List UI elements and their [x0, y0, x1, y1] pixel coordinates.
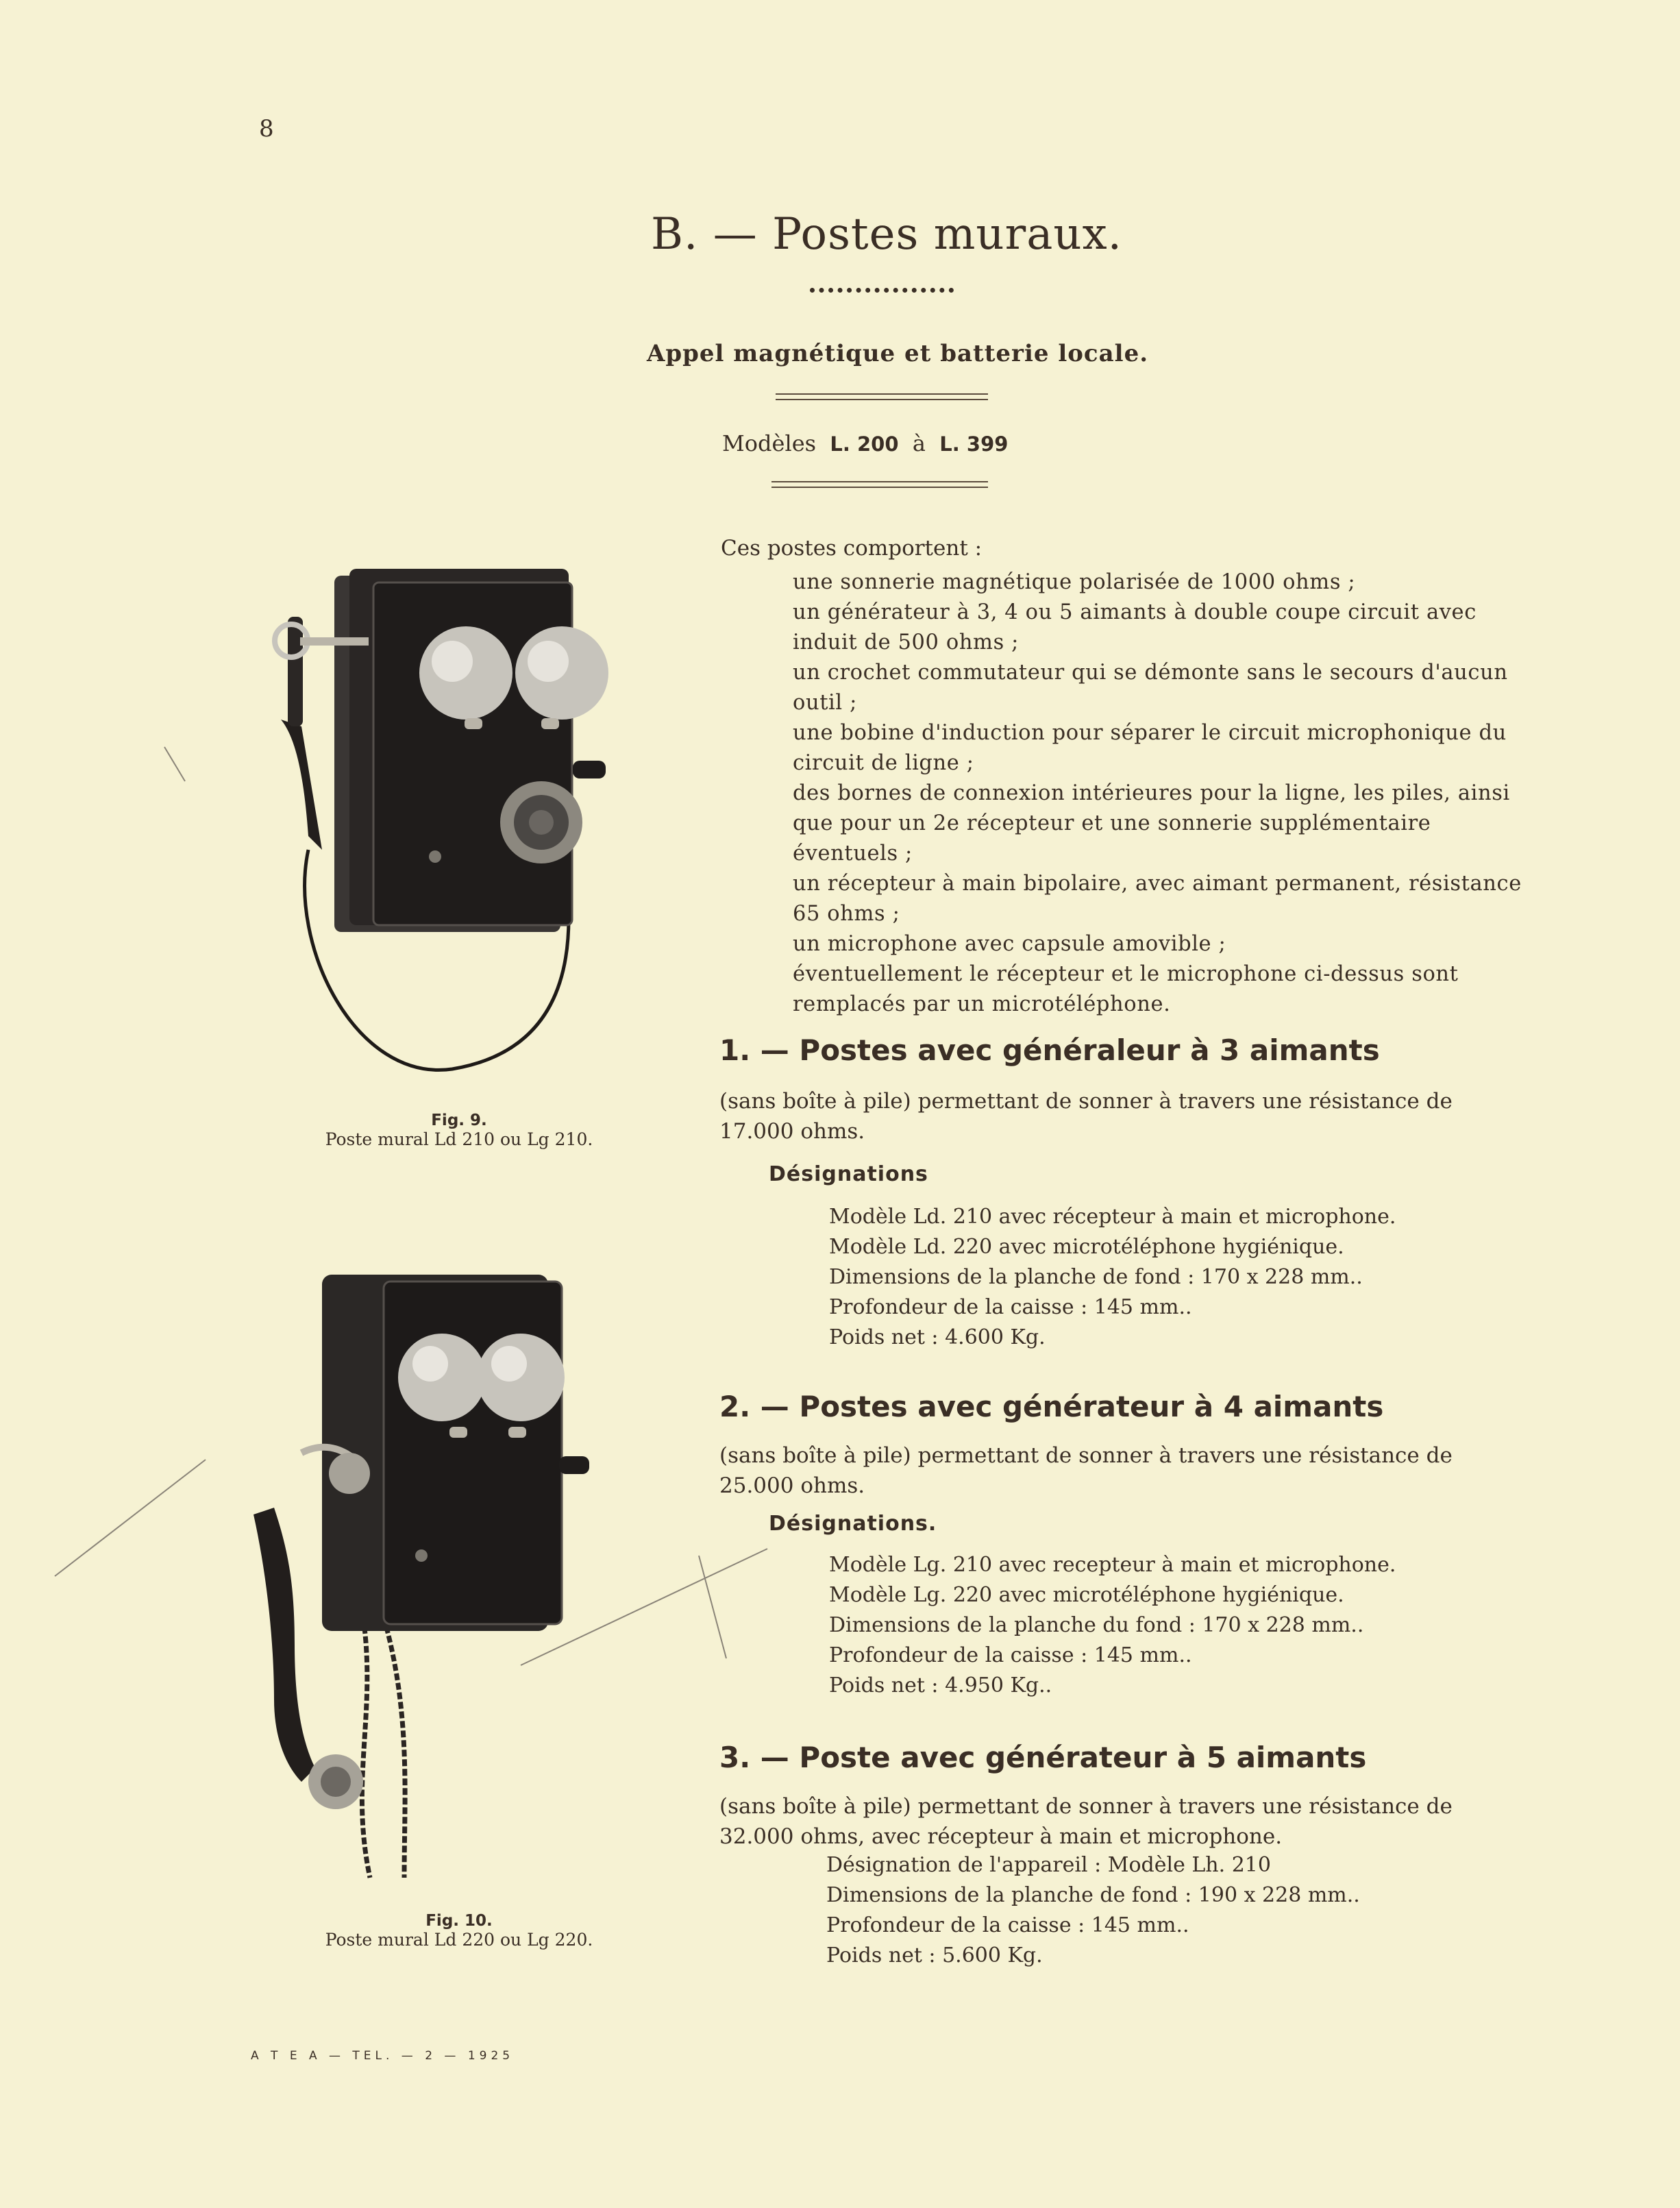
spec-line: Modèle Ld. 210 avec récepteur à main et microphone.: [829, 1205, 1396, 1229]
list-item: une sonnerie magnétique polarisée de 1000 ohms ;: [793, 570, 1356, 594]
figure-9-label: Fig. 9.: [431, 1112, 487, 1129]
list-item: un crochet commutateur qui se démonte sans le secours d'aucun: [793, 661, 1508, 685]
models-prefix: Modèles: [722, 430, 817, 456]
list-item: éventuellement le récepteur et le microphone ci-dessus sont: [793, 962, 1459, 986]
list-item: un récepteur à main bipolaire, avec aimant permanent, résistance: [793, 872, 1522, 896]
list-item-continued: circuit de ligne ;: [793, 751, 974, 775]
section-3-heading: 3. — Poste avec générateur à 5 aimants: [719, 1741, 1367, 1774]
models-to: L. 399: [939, 432, 1009, 456]
spec-line: Poids net : 5.600 Kg.: [826, 1943, 1043, 1967]
page-number: 8: [259, 115, 274, 143]
list-item: un générateur à 3, 4 ou 5 aimants à double coupe circuit avec: [793, 600, 1477, 624]
section-2-description: (sans boîte à pile) permettant de sonner à travers une résistance de 25.000 ohms.: [719, 1443, 1453, 1498]
section-1-heading: 1. — Postes avec généraleur à 3 aimants: [719, 1033, 1380, 1067]
subtitle: Appel magnétique et batterie locale.: [647, 340, 1149, 367]
intro-text: Ces postes comportent :: [721, 536, 983, 561]
list-item-continued: outil ;: [793, 691, 857, 715]
spec-line: Profondeur de la caisse : 145 mm..: [829, 1643, 1192, 1667]
spec-line: Modèle Ld. 220 avec microtéléphone hygiénique.: [829, 1235, 1344, 1259]
list-item-continued: remplacés par un microtéléphone.: [793, 992, 1171, 1016]
list-item-continued: 65 ohms ;: [793, 902, 900, 926]
figure-10-text: Poste mural Ld 220 ou Lg 220.: [325, 1930, 593, 1950]
section-1-designations-title: Désignations: [769, 1162, 928, 1186]
spec-line: Désignation de l'appareil : Modèle Lh. 210: [826, 1853, 1271, 1877]
section-2-designations-title: Désignations.: [769, 1512, 937, 1536]
list-item-continued: que pour un 2e récepteur et une sonnerie supplémentaire éventuels ;: [793, 811, 1431, 866]
figure-10-label: Fig. 10.: [425, 1912, 493, 1930]
list-item: des bornes de connexion intérieures pour la ligne, les piles, ainsi: [793, 781, 1510, 805]
models-from: L. 200: [830, 432, 899, 456]
list-item-continued: induit de 500 ohms ;: [793, 630, 1020, 654]
spec-line: Profondeur de la caisse : 145 mm..: [826, 1913, 1189, 1937]
figure-9-text: Poste mural Ld 210 ou Lg 210.: [325, 1129, 593, 1149]
spec-line: Poids net : 4.600 Kg.: [829, 1325, 1046, 1349]
models-connector: à: [912, 430, 926, 456]
spec-line: Dimensions de la planche de fond : 170 x 228 mm..: [829, 1265, 1363, 1289]
spec-line: Dimensions de la planche de fond : 190 x 228 mm..: [826, 1883, 1360, 1907]
section-3-description: (sans boîte à pile) permettant de sonner à travers une résistance de 32.000 ohms, avec récepteur à main et microphone.: [719, 1794, 1453, 1849]
spec-line: Modèle Lg. 220 avec microtéléphone hygiénique.: [829, 1583, 1344, 1607]
spec-line: Poids net : 4.950 Kg..: [829, 1673, 1052, 1697]
spec-line: Modèle Lg. 210 avec recepteur à main et microphone.: [829, 1553, 1396, 1577]
list-item: un microphone avec capsule amovible ;: [793, 932, 1226, 956]
footer-imprint: A T E A — TEL. — 2 — 1925: [251, 2049, 515, 2063]
section-2-heading: 2. — Postes avec générateur à 4 aimants: [719, 1390, 1384, 1423]
section-title: B. — Postes muraux.: [651, 209, 1122, 260]
list-item: une bobine d'induction pour séparer le circuit microphonique du: [793, 721, 1507, 745]
section-1-description: (sans boîte à pile) permettant de sonner à travers une résistance de 17.000 ohms.: [719, 1089, 1453, 1144]
spec-line: Profondeur de la caisse : 145 mm..: [829, 1295, 1192, 1319]
spec-line: Dimensions de la planche du fond : 170 x 228 mm..: [829, 1613, 1364, 1637]
